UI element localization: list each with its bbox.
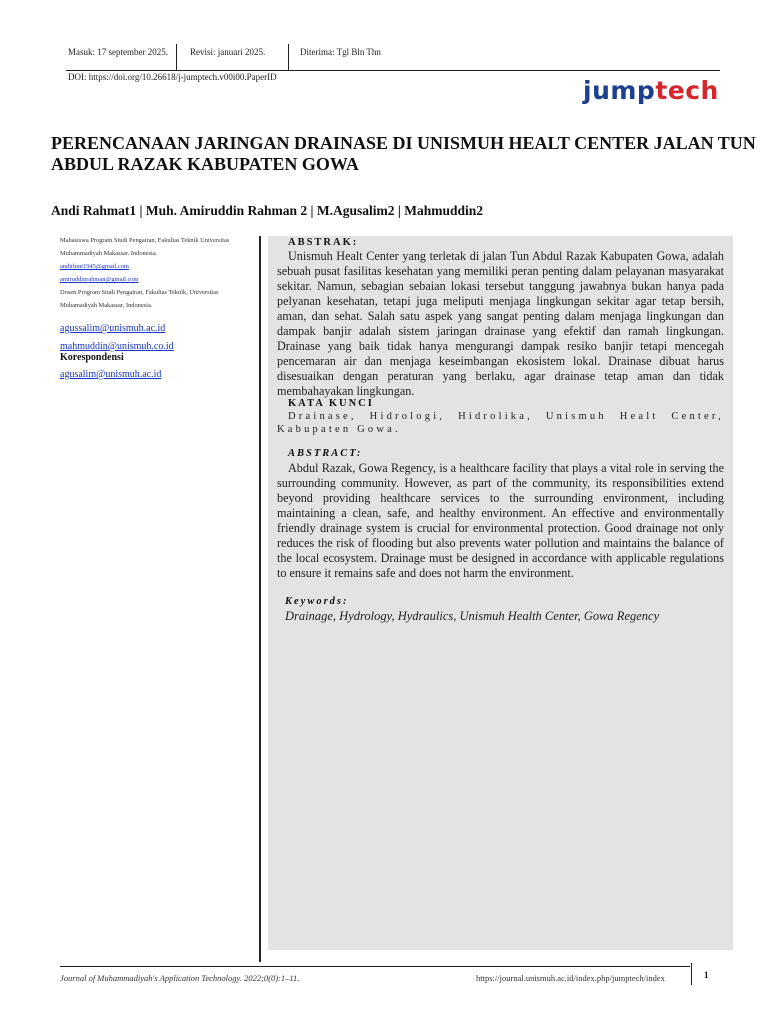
correspondence-label: Korespondensi (60, 352, 124, 363)
journal-url[interactable]: https://journal.unismuh.ac.id/index.php/jumptech/index (476, 973, 665, 983)
page-number: 1 (704, 970, 709, 980)
supervisor-emails (60, 318, 250, 354)
kata-kunci-heading: KATA KUNCI (288, 398, 374, 409)
keywords-heading: Keywords: (285, 596, 349, 607)
affiliation-1-text: Mahasiswa Program Studi Pengairan, Fakultas Teknik Universitas Muhammadiyah Makassar. Indonesia. (60, 237, 230, 257)
logo-jump: jump (583, 76, 656, 105)
journal-citation: Journal of Muhammadiyah's Application Technology. 2022;0(0):1–11. (60, 973, 300, 983)
column-divider (259, 236, 261, 962)
supervisor-email[interactable]: agussalim@unismuh.ac.id (60, 323, 166, 334)
logo-tech: tech (655, 76, 719, 105)
author-list: Andi Rahmat1 | Muh. Amiruddin Rahman 2 | M.Agusalim2 | Mahmuddin2 (51, 203, 484, 218)
correspondence-email[interactable]: agusalim@unismuh.ac.id (60, 369, 162, 380)
footer-divider (691, 963, 692, 985)
kata-kunci-text: Drainase, Hidrologi, Hidrolika, Unismuh Healt Center, Kabupaten Gowa. (277, 411, 724, 435)
keywords-text: Drainage, Hydrology, Hydraulics, Unismuh Health Center, Gowa Regency (285, 609, 660, 623)
correspondence-block (60, 364, 161, 382)
author-email[interactable]: andirhmt1945@gmail.com (60, 263, 129, 270)
paper-title: PERENCANAAN JARINGAN DRAINASE DI UNISMUH HEALT CENTER JALAN TUN ABDUL RAZAK KABUPATEN GOWA (51, 133, 756, 174)
received-date: Masuk: 17 september 2025. (68, 47, 168, 57)
footer-rule (60, 966, 690, 967)
abstrak-heading: ABSTRAK: (288, 237, 359, 248)
abstract-heading: ABSTRACT: (288, 448, 363, 459)
affiliation-2-text: Dosen Program Studi Pengairan, Fakultas Teknik, Universitas Muhamadiyah Makassar, Indonesia. (60, 289, 219, 309)
doi-link[interactable]: DOI: https://doi.org/10.26618/j-jumptech.v00i00.PaperID (68, 72, 277, 82)
jumptech-logo (583, 76, 719, 106)
supervisor-email[interactable]: mahmuddin@unismuh.co.id (60, 341, 174, 352)
revised-date: Revisi: januari 2025. (190, 47, 266, 57)
abstrak-text: Unismuh Healt Center yang terletak di jalan Tun Abdul Razak Kabupaten Gowa, adalah sebuah pusat fasilitas kesehatan yang memiliki peran penting dalam pelayanan masyarakat sekitar. Namun, sebagian sebaian lokasi tersebut tanggung jawabnya bukan hanya pada pelyanan kesehatan, tetapi juga meliputi menjaga lingkungan sekitar agar tetap bersih, aman, dan sehat. Salah satu aspek yang sangat penting dalam menjaga lingkungan dan dampak banjir adalah sistem jaringan drainase yang efektif dan ramah lingkungan. Drainase yang baik tidak hanya mengurangi dampak resiko banjir tetapi mencegah pencemaran air dan menjaga keseimbangan ekosistem lokal. Drainase dibuat harus disesuaikan dengan peraturan yang berlaku, agar drainase tetap aman dan tidak membahayakan lingkungan. (277, 249, 724, 398)
author-email[interactable]: amiruddinrahman@gmail.com (60, 276, 139, 283)
affiliation-1 (60, 234, 250, 312)
header-divider (176, 44, 177, 70)
abstract-text: Abdul Razak, Gowa Regency, is a healthcare facility that plays a vital role in serving the surrounding community. However, as part of the community, its responsibilities extend beyond providing healthcare services to the surrounding environment, including maintaining a clean, safe, and healthy environment. An effective and environmentally friendly drainage system is crucial for environmental protection. Good drainage not only reduces the risk of flooding but also prevents water pollution and maintains the balance of the local ecosystem. Drainage must be designed in accordance with applicable regulations to ensure it remains safe and does not harm the environment. (277, 461, 724, 580)
header-divider (288, 44, 289, 70)
accepted-date: Diterima: Tgl Bln Thn (300, 47, 381, 57)
header-rule (66, 70, 720, 71)
